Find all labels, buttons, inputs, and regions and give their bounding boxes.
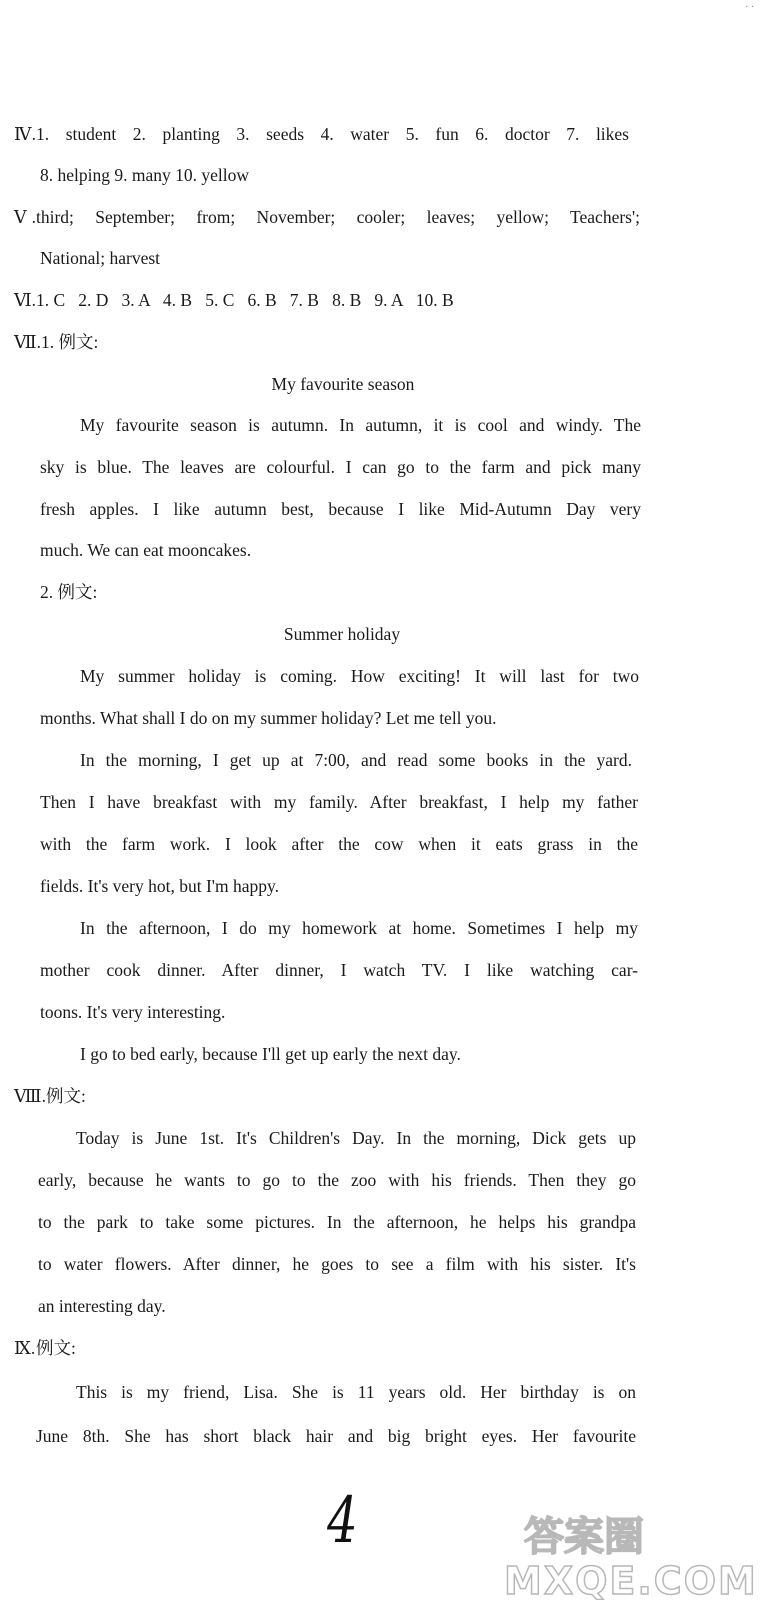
essay-3-line: Today is June 1st. It's Children's Day. In the morning, Dick gets up	[76, 1128, 636, 1148]
essay-2-line: toons. It's very interesting.	[40, 1002, 226, 1022]
watermark-site-text: MXQE.COM	[504, 1559, 758, 1600]
essay-2-line: mother cook dinner. After dinner, I watch TV. I like watching car-	[40, 960, 638, 980]
watermark-graphic	[504, 1500, 772, 1600]
section-vii-item1-label: 1. 例文:	[40, 332, 99, 352]
essay-2-line: Then I have breakfast with my family. After breakfast, I help my father	[40, 792, 638, 812]
section-v-line-1	[14, 205, 640, 229]
essay-3-line: an interesting day.	[38, 1296, 166, 1316]
section-iv-line-1	[14, 122, 629, 146]
section-viii-label: 例文:	[45, 1086, 86, 1106]
essay-2-line: with the farm work. I look after the cow when it eats grass in the	[40, 834, 638, 854]
section-ix-heading	[14, 1336, 772, 1360]
essay-3-line: early, because he wants to go to the zoo with his friends. Then they go	[38, 1170, 636, 1190]
section-vii-item2-label: 2. 例文:	[40, 582, 98, 602]
section-ix-label: 例文:	[36, 1338, 76, 1358]
section-v-line-2: National; harvest	[40, 248, 161, 268]
essay-3-line: to water flowers. After dinner, he goes to see a film with his sister. It's	[38, 1254, 636, 1274]
section-iv-answers-1: 1. student 2. planting 3. seeds 4. water 5. fun 6. doctor 7. likes	[36, 124, 629, 144]
section-v-numeral: Ⅴ.	[14, 207, 36, 227]
essay-1-line: sky is blue. The leaves are colourful. I can go to the farm and pick many	[40, 457, 641, 477]
section-vii-numeral: Ⅶ.	[14, 332, 41, 352]
essay-1-line: much. We can eat mooncakes.	[40, 540, 252, 560]
essay-2-line: In the afternoon, I do my homework at home. Sometimes I help my	[80, 918, 638, 938]
essay-4-line: This is my friend, Lisa. She is 11 years old. Her birthday is on	[76, 1382, 636, 1402]
essay-1-line: My favourite season is autumn. In autumn, it is cool and windy. The	[80, 415, 641, 435]
section-viii-numeral: Ⅷ.	[14, 1086, 46, 1106]
section-viii-heading	[14, 1084, 772, 1108]
section-iv-line-2: 8. helping 9. many 10. yellow	[40, 165, 250, 185]
essay-4-line: June 8th. She has short black hair and big bright eyes. Her favourite	[36, 1426, 636, 1446]
essay-2-title: Summer holiday	[283, 624, 401, 644]
section-iv-numeral: Ⅳ.	[14, 124, 36, 144]
section-vi-answers: 1. C 2. D 3. A 4. B 5. C 6. B 7. B 8. B 9. A 10. B	[36, 290, 454, 310]
section-v-answers-1: third; September; from; November; cooler; leaves; yellow; Teachers';	[36, 207, 640, 227]
essay-2-line: I go to bed early, because I'll get up early the next day.	[80, 1044, 461, 1064]
essay-1-line: fresh apples. I like autumn best, because I like Mid-Autumn Day very	[40, 499, 641, 519]
section-vii-heading	[14, 330, 772, 354]
essay-3-line: to the park to take some pictures. In the afternoon, he helps his grandpa	[38, 1212, 636, 1232]
section-ix-numeral: Ⅸ.	[14, 1338, 36, 1358]
essay-1-title: My favourite season	[271, 374, 415, 394]
page-number: 4	[327, 1484, 358, 1558]
essay-2-line: months. What shall I do on my summer holiday? Let me tell you.	[40, 708, 497, 728]
watermark-logo-text: 答案圈	[524, 1514, 644, 1560]
essay-2-line: In the morning, I get up at 7:00, and read some books in the yard.	[80, 750, 632, 770]
section-vi-numeral: Ⅵ.	[14, 290, 36, 310]
essay-2-line: fields. It's very hot, but I'm happy.	[40, 876, 279, 896]
essay-2-line: My summer holiday is coming. How exciting! It will last for two	[80, 666, 639, 686]
scan-mark: · ·	[745, 2, 755, 13]
watermark-logo	[504, 1500, 772, 1600]
section-vi-line-1	[14, 288, 772, 312]
